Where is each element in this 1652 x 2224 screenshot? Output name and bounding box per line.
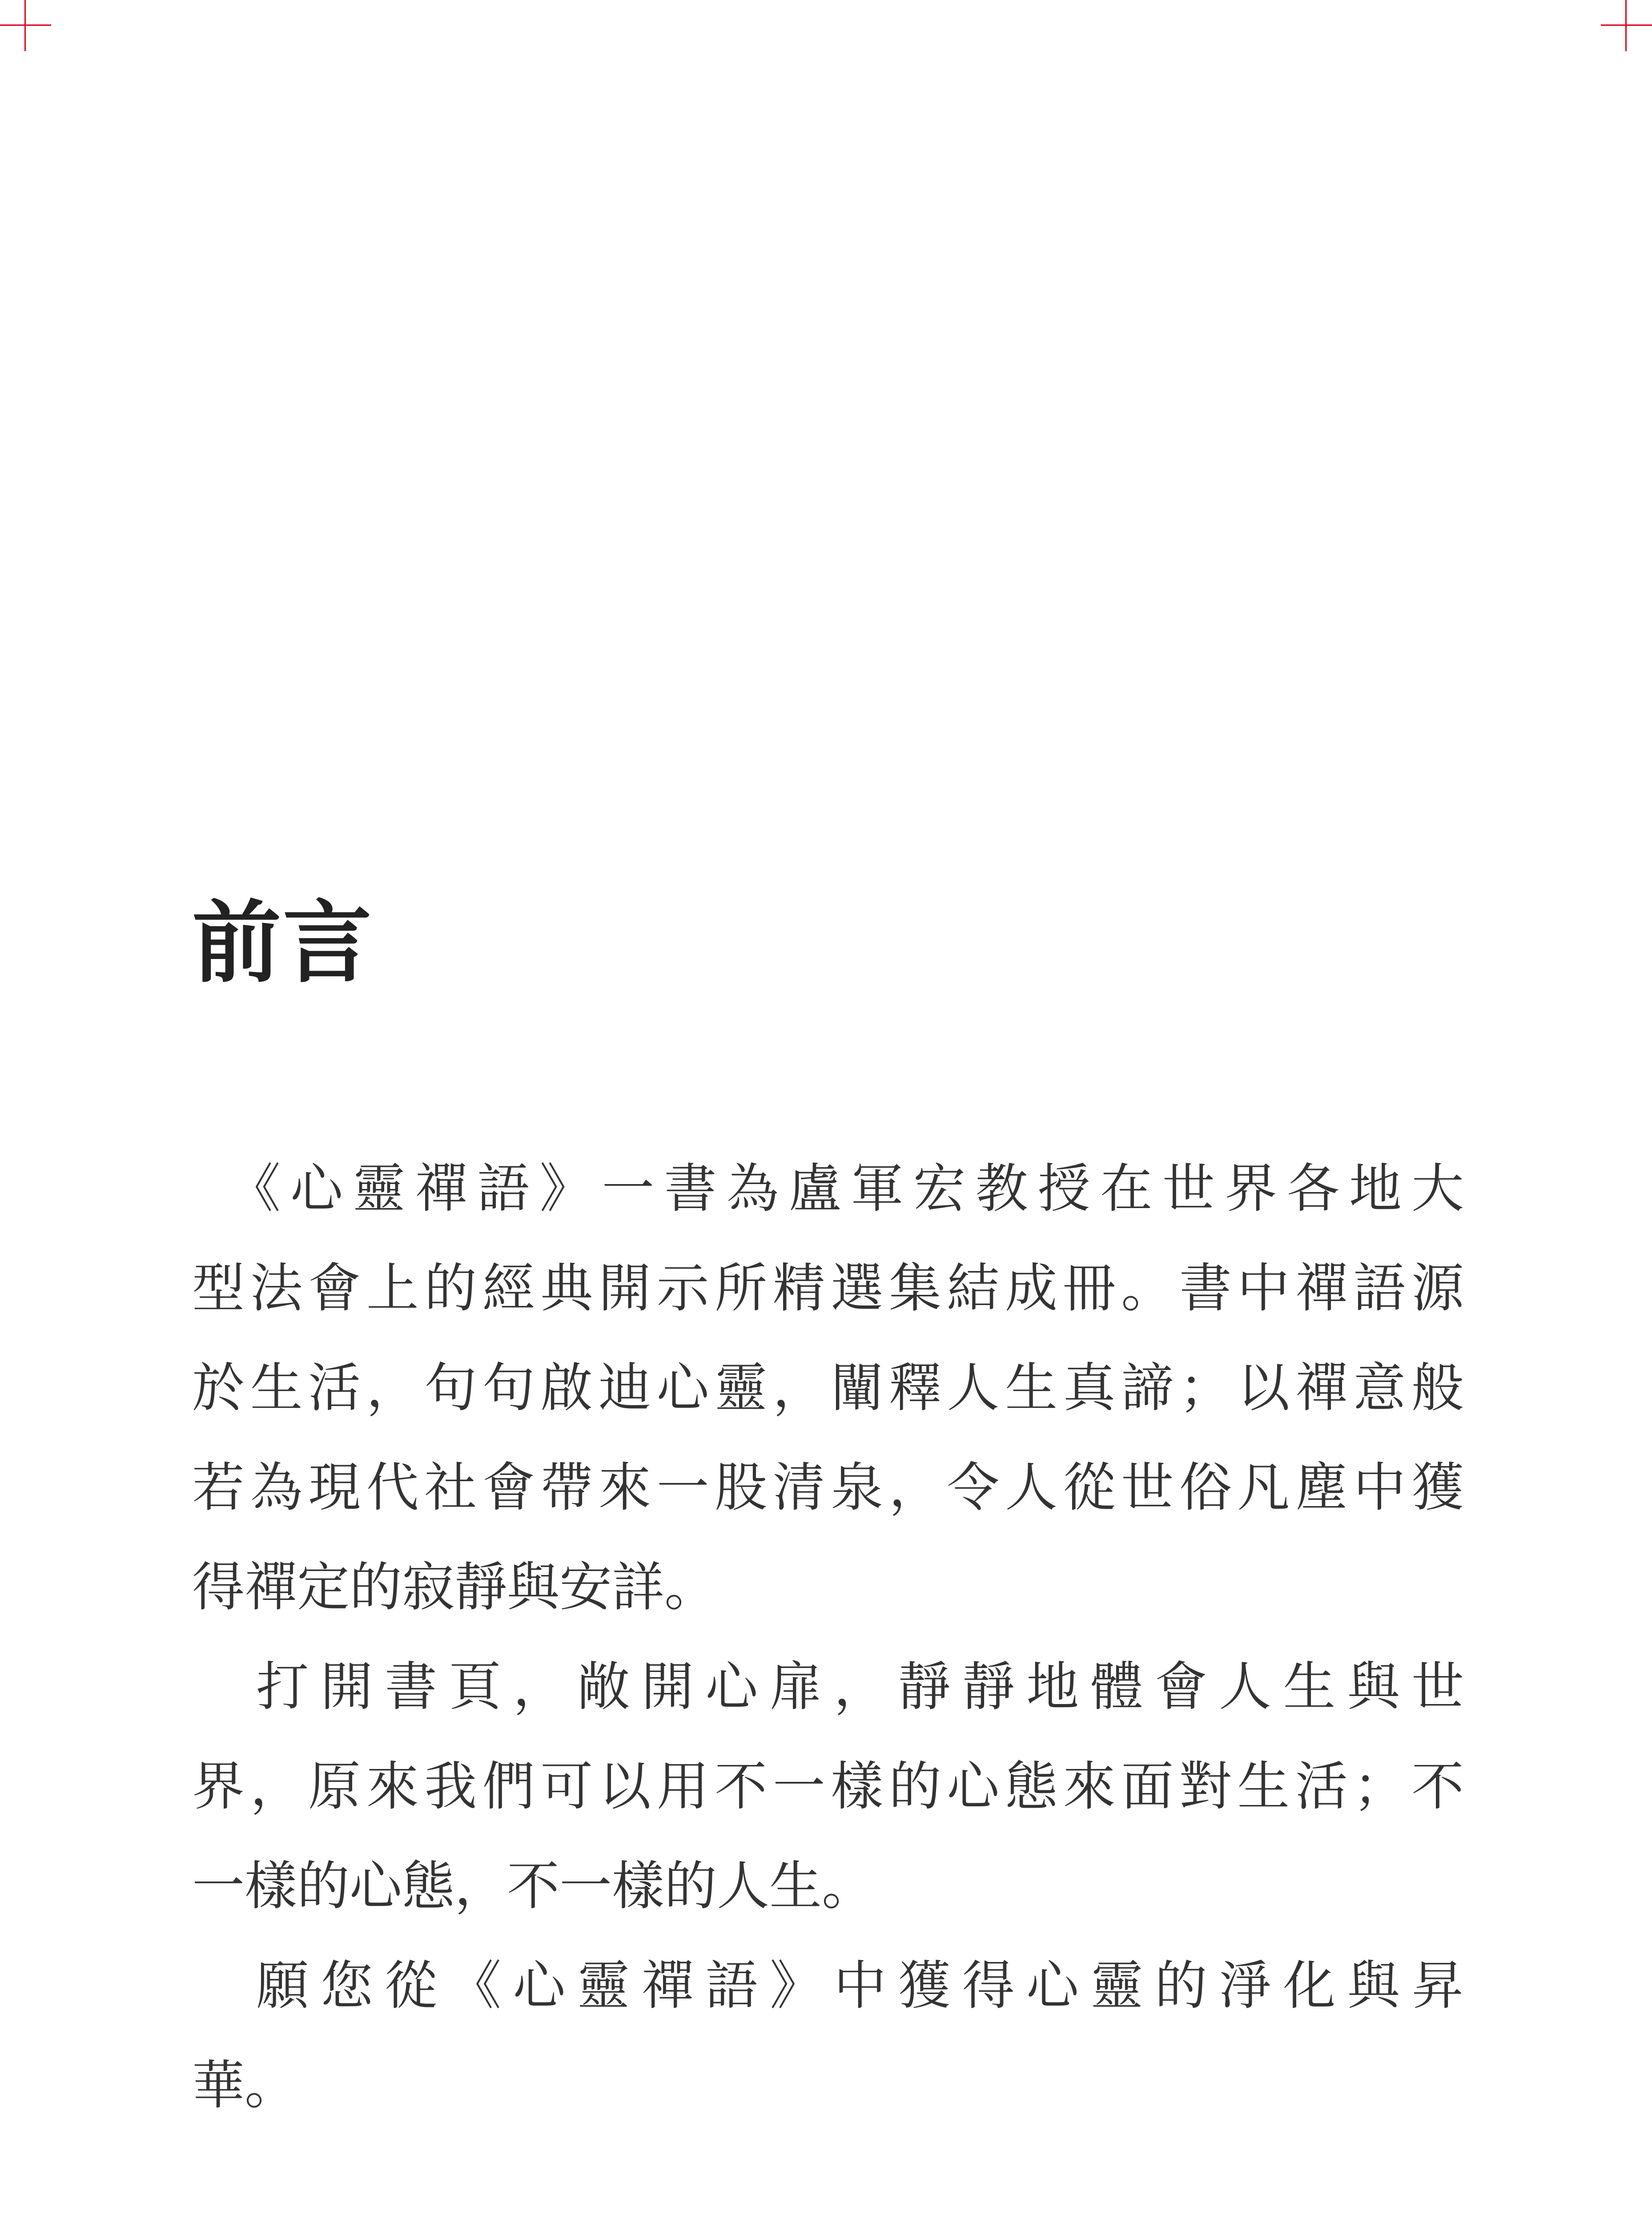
text-line: 型法會上的經典開示所精選集結成冊。書中禪語源 — [192, 1257, 1464, 1319]
text-line: 界，原來我們可以用不一樣的心態來面對生活；不 — [192, 1756, 1464, 1817]
page-heading: 前言 — [192, 890, 374, 995]
preface-body — [192, 1139, 1464, 2135]
text-line: 打開書頁，敞開心扉，靜靜地體會人生與世 — [192, 1656, 1464, 1717]
crop-mark-top-right-v — [1625, 0, 1627, 51]
crop-mark-top-left-v — [24, 0, 26, 51]
paragraph-2 — [192, 1637, 1464, 1936]
text-line: 一樣的心態，不一樣的人生。 — [192, 1855, 875, 1917]
text-line: 得禪定的寂靜與安詳。 — [192, 1556, 717, 1618]
text-line: 華。 — [192, 2055, 297, 2116]
text-line: 《心靈禪語》一書為盧軍宏教授在世界各地大 — [192, 1158, 1464, 1219]
paragraph-3 — [192, 1936, 1464, 2135]
paragraph-1 — [192, 1139, 1464, 1637]
text-line: 若為現代社會帶來一股清泉，令人從世俗凡塵中獲 — [192, 1457, 1464, 1518]
text-line: 願您從《心靈禪語》中獲得心靈的淨化與昇 — [192, 1955, 1464, 2016]
text-line: 於生活，句句啟迪心靈，闡釋人生真諦；以禪意般 — [192, 1357, 1464, 1418]
